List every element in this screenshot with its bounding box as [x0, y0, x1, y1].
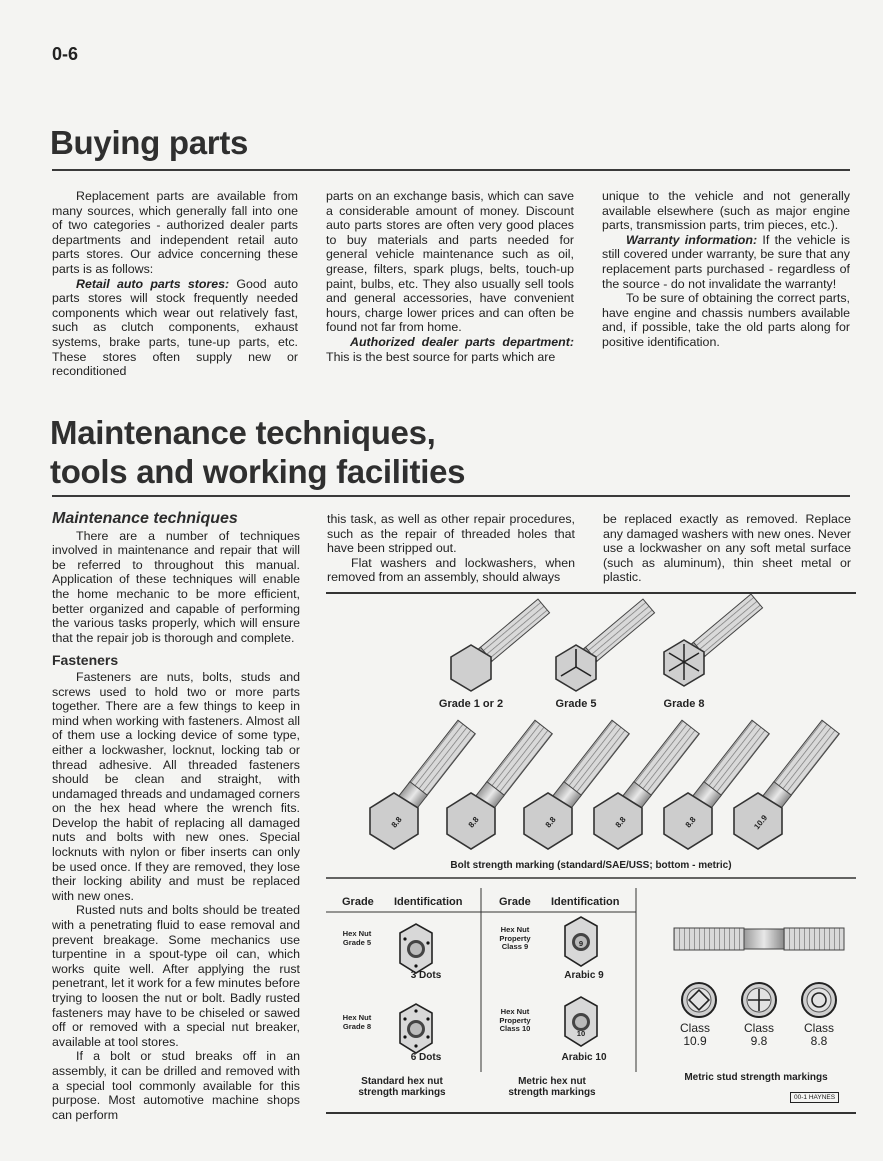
std-row1-id: 3 Dots	[410, 970, 442, 981]
nut-mark-9: 9	[578, 939, 584, 948]
stud-caption: Metric stud strength markings	[684, 1072, 828, 1083]
title-rule	[52, 169, 850, 171]
haynes-stamp: 00-1 HAYNES	[790, 1092, 839, 1103]
page-number: 0-6	[52, 44, 79, 64]
paragraph: Fasteners are nuts, bolts, studs and screws used to hold two or more parts together. There are a few things to keep in mind when working with fasteners. Almost all of them use a locking device of some type, either a lockwasher, locknut, locking tab or thread adhesive. All threaded fasteners should be clean and straight, with undamaged threads and undamaged corners on the hex head where the wrench fits. Develop the habit of replacing all damaged nuts and bolts with new ones. Special locknuts with nylon or fiber inserts can only be used once. If they are removed, they lose their locking ability and must be replaced with new ones.	[52, 669, 300, 903]
bolt-strength-caption: Bolt strength marking (standard/SAE/USS; bottom - metric)	[450, 860, 732, 871]
paragraph	[326, 335, 574, 364]
paragraph: unique to the vehicle and not generally available elsewhere (such as major engine parts, transmission parts, trim pieces, etc.).	[602, 189, 850, 233]
buying-col-1	[52, 189, 298, 379]
metric-bolt-mark: 10.9	[752, 813, 770, 832]
met-nut-caption: Metric hex nut strength markings	[508, 1076, 596, 1098]
paragraph-text: If the vehicle is still covered under warranty, be sure that any replacement parts purchased - regardless of the source - do not invalidate the warranty!	[602, 232, 850, 291]
std-row1-grade: Hex Nut Grade 5	[342, 929, 372, 947]
nut-mark-10: 10	[576, 1029, 586, 1038]
maintenance-title-line-2: tools and working facilities	[50, 452, 466, 490]
grade-label-8: Grade 8	[663, 698, 705, 710]
paragraph: If a bolt or stud breaks off in an assembly, it can be drilled and removed with a special tool commonly available for this purpose. Most automotive machine shops can perform	[52, 1049, 300, 1122]
paragraph	[602, 233, 850, 291]
bolt-strength-figure	[326, 592, 856, 1112]
std-header-identification: Identification	[394, 896, 463, 908]
met-row2-id: Arabic 10	[561, 1052, 607, 1063]
buying-col-3	[602, 189, 850, 350]
paragraph: To be sure of obtaining the correct parts, have engine and chassis numbers available and, if possible, take the old parts along for positive identification.	[602, 291, 850, 349]
paragraph-text: This is the best source for parts which are	[326, 349, 556, 364]
lead-text: Retail auto parts stores:	[76, 276, 230, 291]
paragraph-text: Good auto parts stores will stock frequently needed components which wear out relatively fast, such as clutch components, exhaust systems, brake parts, tune-up parts, etc. These stores often supply new or reconditioned	[52, 276, 299, 379]
met-row2-grade: Hex Nut Property Class 10	[499, 1007, 531, 1034]
stud-end-8-8	[802, 983, 836, 1017]
maintenance-col-2	[327, 512, 575, 585]
std-row2-grade: Hex Nut Grade 8	[342, 1013, 372, 1031]
stud-class-9-8: Class 9.8	[743, 1021, 774, 1048]
metric-bolt-mark: 8.8	[683, 815, 698, 830]
hex-nut-class-10	[565, 997, 597, 1046]
std-row2-id: 6 Dots	[410, 1052, 442, 1063]
paragraph	[52, 277, 298, 379]
bolt-grade-1-2	[451, 599, 550, 691]
buying-col-2	[326, 189, 574, 364]
maintenance-title	[50, 414, 465, 492]
metric-bolt-mark: 8.8	[543, 815, 558, 830]
paragraph: be replaced exactly as removed. Replace any damaged washers with new ones. Never use a lockwasher on any soft metal surface (such as aluminum), thin sheet metal or plastic.	[603, 512, 851, 585]
figure-rule-bottom	[326, 1112, 856, 1114]
hex-nut-grade-5	[400, 924, 432, 973]
metric-stud	[674, 928, 844, 950]
paragraph: Rusted nuts and bolts should be treated with a penetrating fluid to ease removal and prevent breakage. Some mechanics use turpentine in a spout-type oil can, which works quite well. After applying the rust penetrant, let it work for a few minutes before trying to loosen the nut or bolt. Badly rusted fasteners may have to be chiseled or sawed off or removed with a special nut breaker, available at tool stores.	[52, 903, 300, 1049]
paragraph: Replacement parts are available from many sources, which generally fall into one of two categories - authorized dealer parts departments and independent retail auto parts stores. Our advice concerning these parts is as follows:	[52, 189, 298, 276]
bolt-grade-8	[664, 594, 763, 686]
metric-bolt-mark: 8.8	[466, 815, 481, 830]
maintenance-title-line-1: Maintenance techniques,	[50, 414, 436, 451]
maintenance-col-1	[52, 512, 300, 1122]
stud-class-10-9: Class 10.9	[679, 1021, 710, 1048]
buying-parts-title: Buying parts	[50, 124, 249, 161]
grade-label-5: Grade 5	[555, 698, 597, 710]
paragraph: There are a number of techniques involved in maintenance and repair that will be referred to throughout this manual. Application of these techniques will enable the home mechanic to be more efficient, better organized and capable of performing the various tasks properly, which will ensure that the repair job is thorough and complete.	[52, 528, 300, 645]
title-rule	[52, 495, 850, 497]
met-row1-id: Arabic 9	[564, 970, 604, 981]
met-row1-grade: Hex Nut Property Class 9	[499, 925, 531, 952]
stud-end-9-8	[742, 983, 776, 1017]
bolt-grade-5	[556, 599, 655, 691]
met-header-grade: Grade	[499, 896, 531, 908]
lead-text: Authorized dealer parts department:	[350, 334, 574, 349]
paragraph: parts on an exchange basis, which can save a considerable amount of money. Discount auto parts stores are often very good places to buy materials and parts needed for general vehicle maintenance such as oil, grease, filters, spark plugs, belts, touch-up paint, bulbs, etc. They also usually sell tools and general accessories, have convenient hours, charge lower prices and can often be found not far from home.	[326, 189, 574, 335]
maintenance-techniques-heading: Maintenance techniques	[52, 510, 238, 527]
hex-nut-grade-8	[400, 1004, 432, 1053]
maintenance-col-3	[603, 512, 851, 585]
lead-text: Warranty information:	[626, 232, 758, 247]
metric-bolt-mark: 8.8	[613, 815, 628, 830]
metric-bolt-mark: 8.8	[389, 815, 404, 830]
stud-class-8-8: Class 8.8	[803, 1021, 834, 1048]
std-nut-caption: Standard hex nut strength markings	[358, 1076, 446, 1098]
paragraph: Flat washers and lockwashers, when removed from an assembly, should always	[327, 555, 575, 585]
grade-label-1-2: Grade 1 or 2	[438, 698, 504, 710]
stud-end-10-9	[682, 983, 716, 1017]
met-header-identification: Identification	[551, 896, 620, 908]
fasteners-heading: Fasteners	[52, 652, 119, 669]
std-header-grade: Grade	[342, 896, 374, 908]
paragraph: this task, as well as other repair procedures, such as the repair of threaded holes that have been stripped out.	[327, 512, 575, 556]
